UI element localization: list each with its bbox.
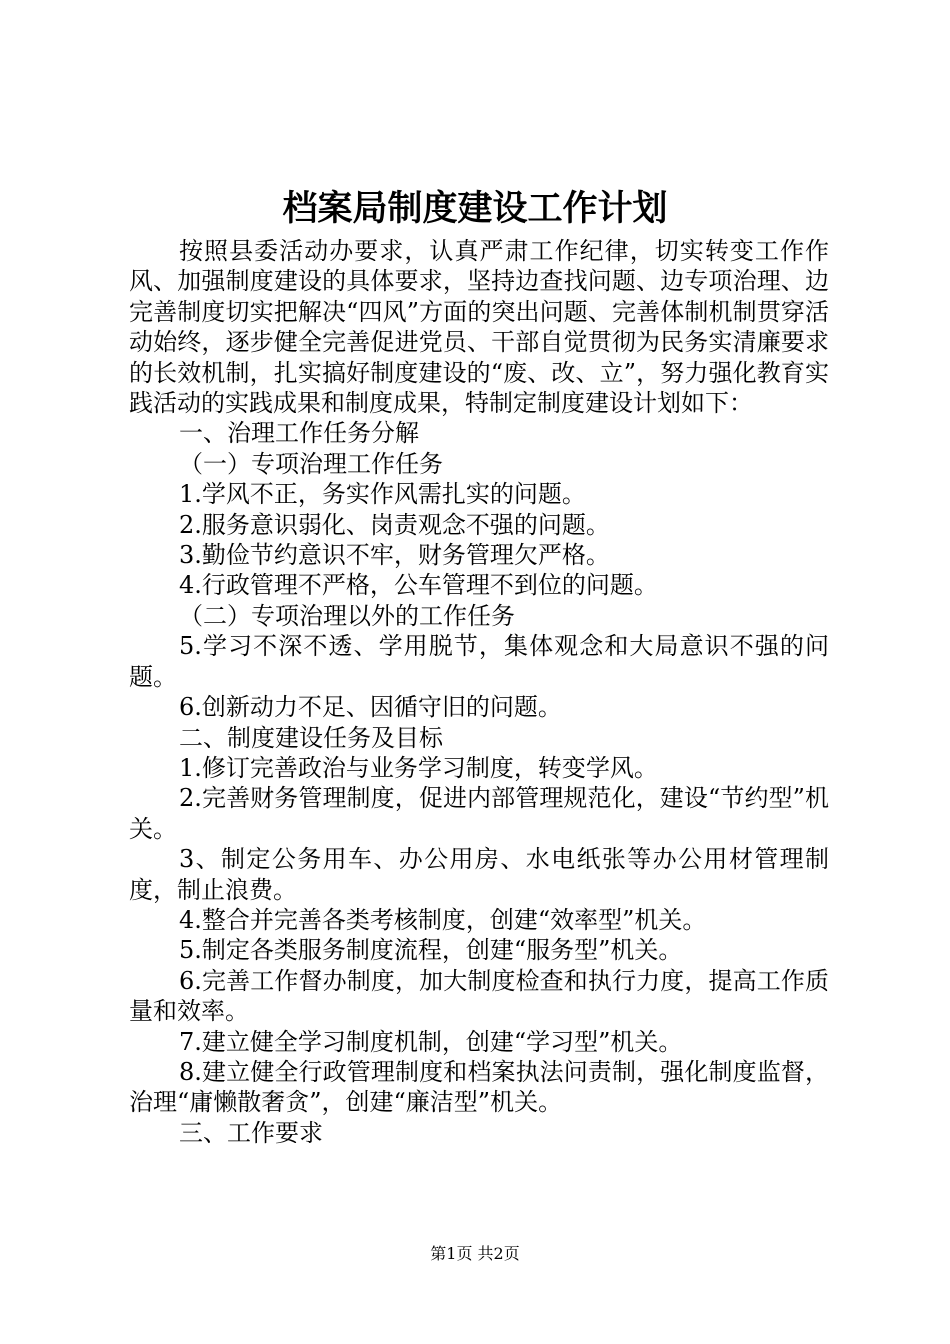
- list-item: 8.建立健全行政管理制度和档案执法问责制，强化制度监督，治理“庸懒散奢贪”，创建“廉洁型”机关。: [129, 1057, 829, 1117]
- document-body: [129, 236, 829, 1148]
- list-item: 2.完善财务管理制度，促进内部管理规范化，建设“节约型”机关。: [129, 784, 829, 843]
- list-item: 6.创新动力不足、因循守旧的问题。: [179, 693, 562, 722]
- list-item: 1.修订完善政治与业务学习制度，转变学风。: [179, 753, 658, 782]
- list-item: 7.建立健全学习制度机制，创建“学习型”机关。: [179, 1027, 683, 1056]
- list-item: 6.完善工作督办制度，加大制度检查和执行力度，提高工作质量和效率。: [129, 966, 829, 1026]
- list-item: 3.勤俭节约意识不牢，财务管理欠严格。: [179, 541, 610, 570]
- page-title: 档案局制度建设工作计划: [282, 188, 668, 229]
- subsection-heading-2: （二）专项治理以外的工作任务: [179, 601, 515, 630]
- list-item: 1.学风不正，务实作风需扎实的问题。: [179, 480, 586, 509]
- list-item: 4.行政管理不严格，公车管理不到位的问题。: [179, 571, 658, 600]
- section-heading-1: 一、治理工作任务分解: [179, 419, 419, 448]
- page-footer: 第1页 共2页: [430, 1244, 520, 1263]
- list-item: 3、制定公务用车、办公用房、水电纸张等办公用材管理制度，制止浪费。: [129, 845, 829, 904]
- intro-paragraph: 按照县委活动办要求，认真严肃工作纪律，切实转变工作作风、加强制度建设的具体要求，坚持边查找问题、边专项治理、边完善制度切实把解决“四风”方面的突出问题、完善体制机制贯穿活动始终，逐步健全完善促进党员、干部自觉贯彻为民务实清廉要求的长效机制，扎实搞好制度建设的“废、改、立”，努力强化教育实践活动的实践成果和制度成果，特制定制度建设计划如下：: [129, 237, 829, 418]
- list-item: 2.服务意识弱化、岗责观念不强的问题。: [179, 510, 610, 539]
- list-item: 4.整合并完善各类考核制度，创建“效率型”机关。: [179, 905, 707, 934]
- subsection-heading-1: （一）专项治理工作任务: [179, 449, 443, 478]
- list-item: 5.学习不深不透、学用脱节，集体观念和大局意识不强的问题。: [129, 632, 829, 691]
- section-heading-3: 三、工作要求: [179, 1118, 323, 1147]
- section-heading-2: 二、制度建设任务及目标: [179, 723, 443, 752]
- list-item: 5.制定各类服务制度流程，创建“服务型”机关。: [179, 936, 683, 965]
